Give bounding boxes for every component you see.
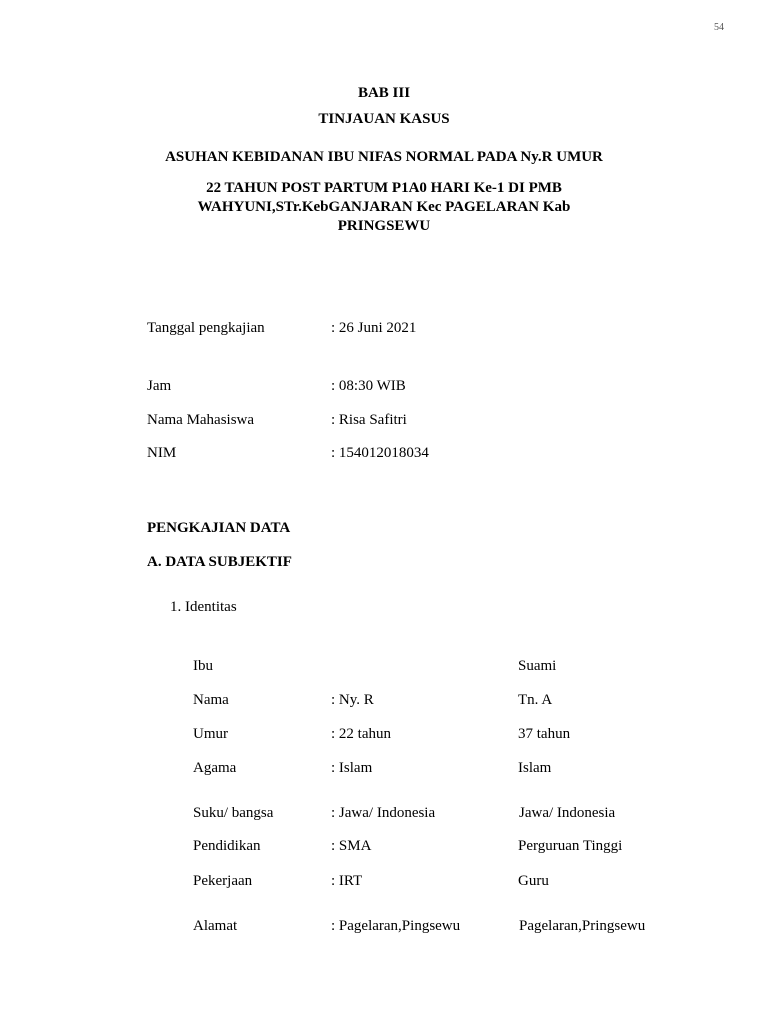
suami-value: Tn. A [518,692,553,708]
document-title-line-4: PRINGSEWU [337,218,431,234]
document-title-line-3: WAHYUNI,STr.KebGANJARAN Kec PAGELARAN Kab [197,199,571,215]
suami-value: Islam [518,760,552,776]
ibu-value: : Ny. R [331,692,374,708]
list-item-identitas: 1. Identitas [170,599,237,615]
suami-value: Pagelaran,Pringsewu [519,918,646,934]
section-heading: PENGKAJIAN DATA [147,520,291,536]
ibu-value: : Jawa/ Indonesia [331,805,436,821]
meta-label-time: Jam [147,378,172,394]
meta-label-nim: NIM [147,445,177,461]
suami-value: Jawa/ Indonesia [519,805,616,821]
suami-value: Guru [518,873,549,889]
ibu-value: : SMA [331,838,372,854]
row-label: Alamat [193,918,238,934]
row-label: Suku/ bangsa [193,805,274,821]
row-label: Pendidikan [193,838,261,854]
meta-value-nim: : 154012018034 [331,445,429,461]
meta-value-student: : Risa Safitri [331,412,407,428]
row-label: Nama [193,692,229,708]
meta-value-date: : 26 Juni 2021 [331,320,417,336]
row-label: Agama [193,760,237,776]
ibu-value: : IRT [331,873,363,889]
column-header-ibu: Ibu [193,658,213,674]
meta-value-time: : 08:30 WIB [331,378,406,394]
ibu-value: : 22 tahun [331,726,391,742]
row-label: Pekerjaan [193,873,253,889]
section-title: TINJAUAN KASUS [318,111,450,127]
document-title-line-1: ASUHAN KEBIDANAN IBU NIFAS NORMAL PADA Ny.R UMUR [165,149,603,165]
meta-label-date: Tanggal pengkajian [147,320,265,336]
column-header-suami: Suami [518,658,557,674]
page-number: 54 [714,22,724,33]
document-title-line-2: 22 TAHUN POST PARTUM P1A0 HARI Ke-1 DI PMB [206,180,562,196]
subsection-heading: A. DATA SUBJEKTIF [147,554,292,570]
ibu-value: : Pagelaran,Pingsewu [331,918,461,934]
meta-label-student: Nama Mahasiswa [147,412,255,428]
suami-value: Perguruan Tinggi [518,838,623,854]
row-label: Umur [193,726,228,742]
chapter-title: BAB III [357,85,411,101]
suami-value: 37 tahun [518,726,571,742]
ibu-value: : Islam [331,760,373,776]
